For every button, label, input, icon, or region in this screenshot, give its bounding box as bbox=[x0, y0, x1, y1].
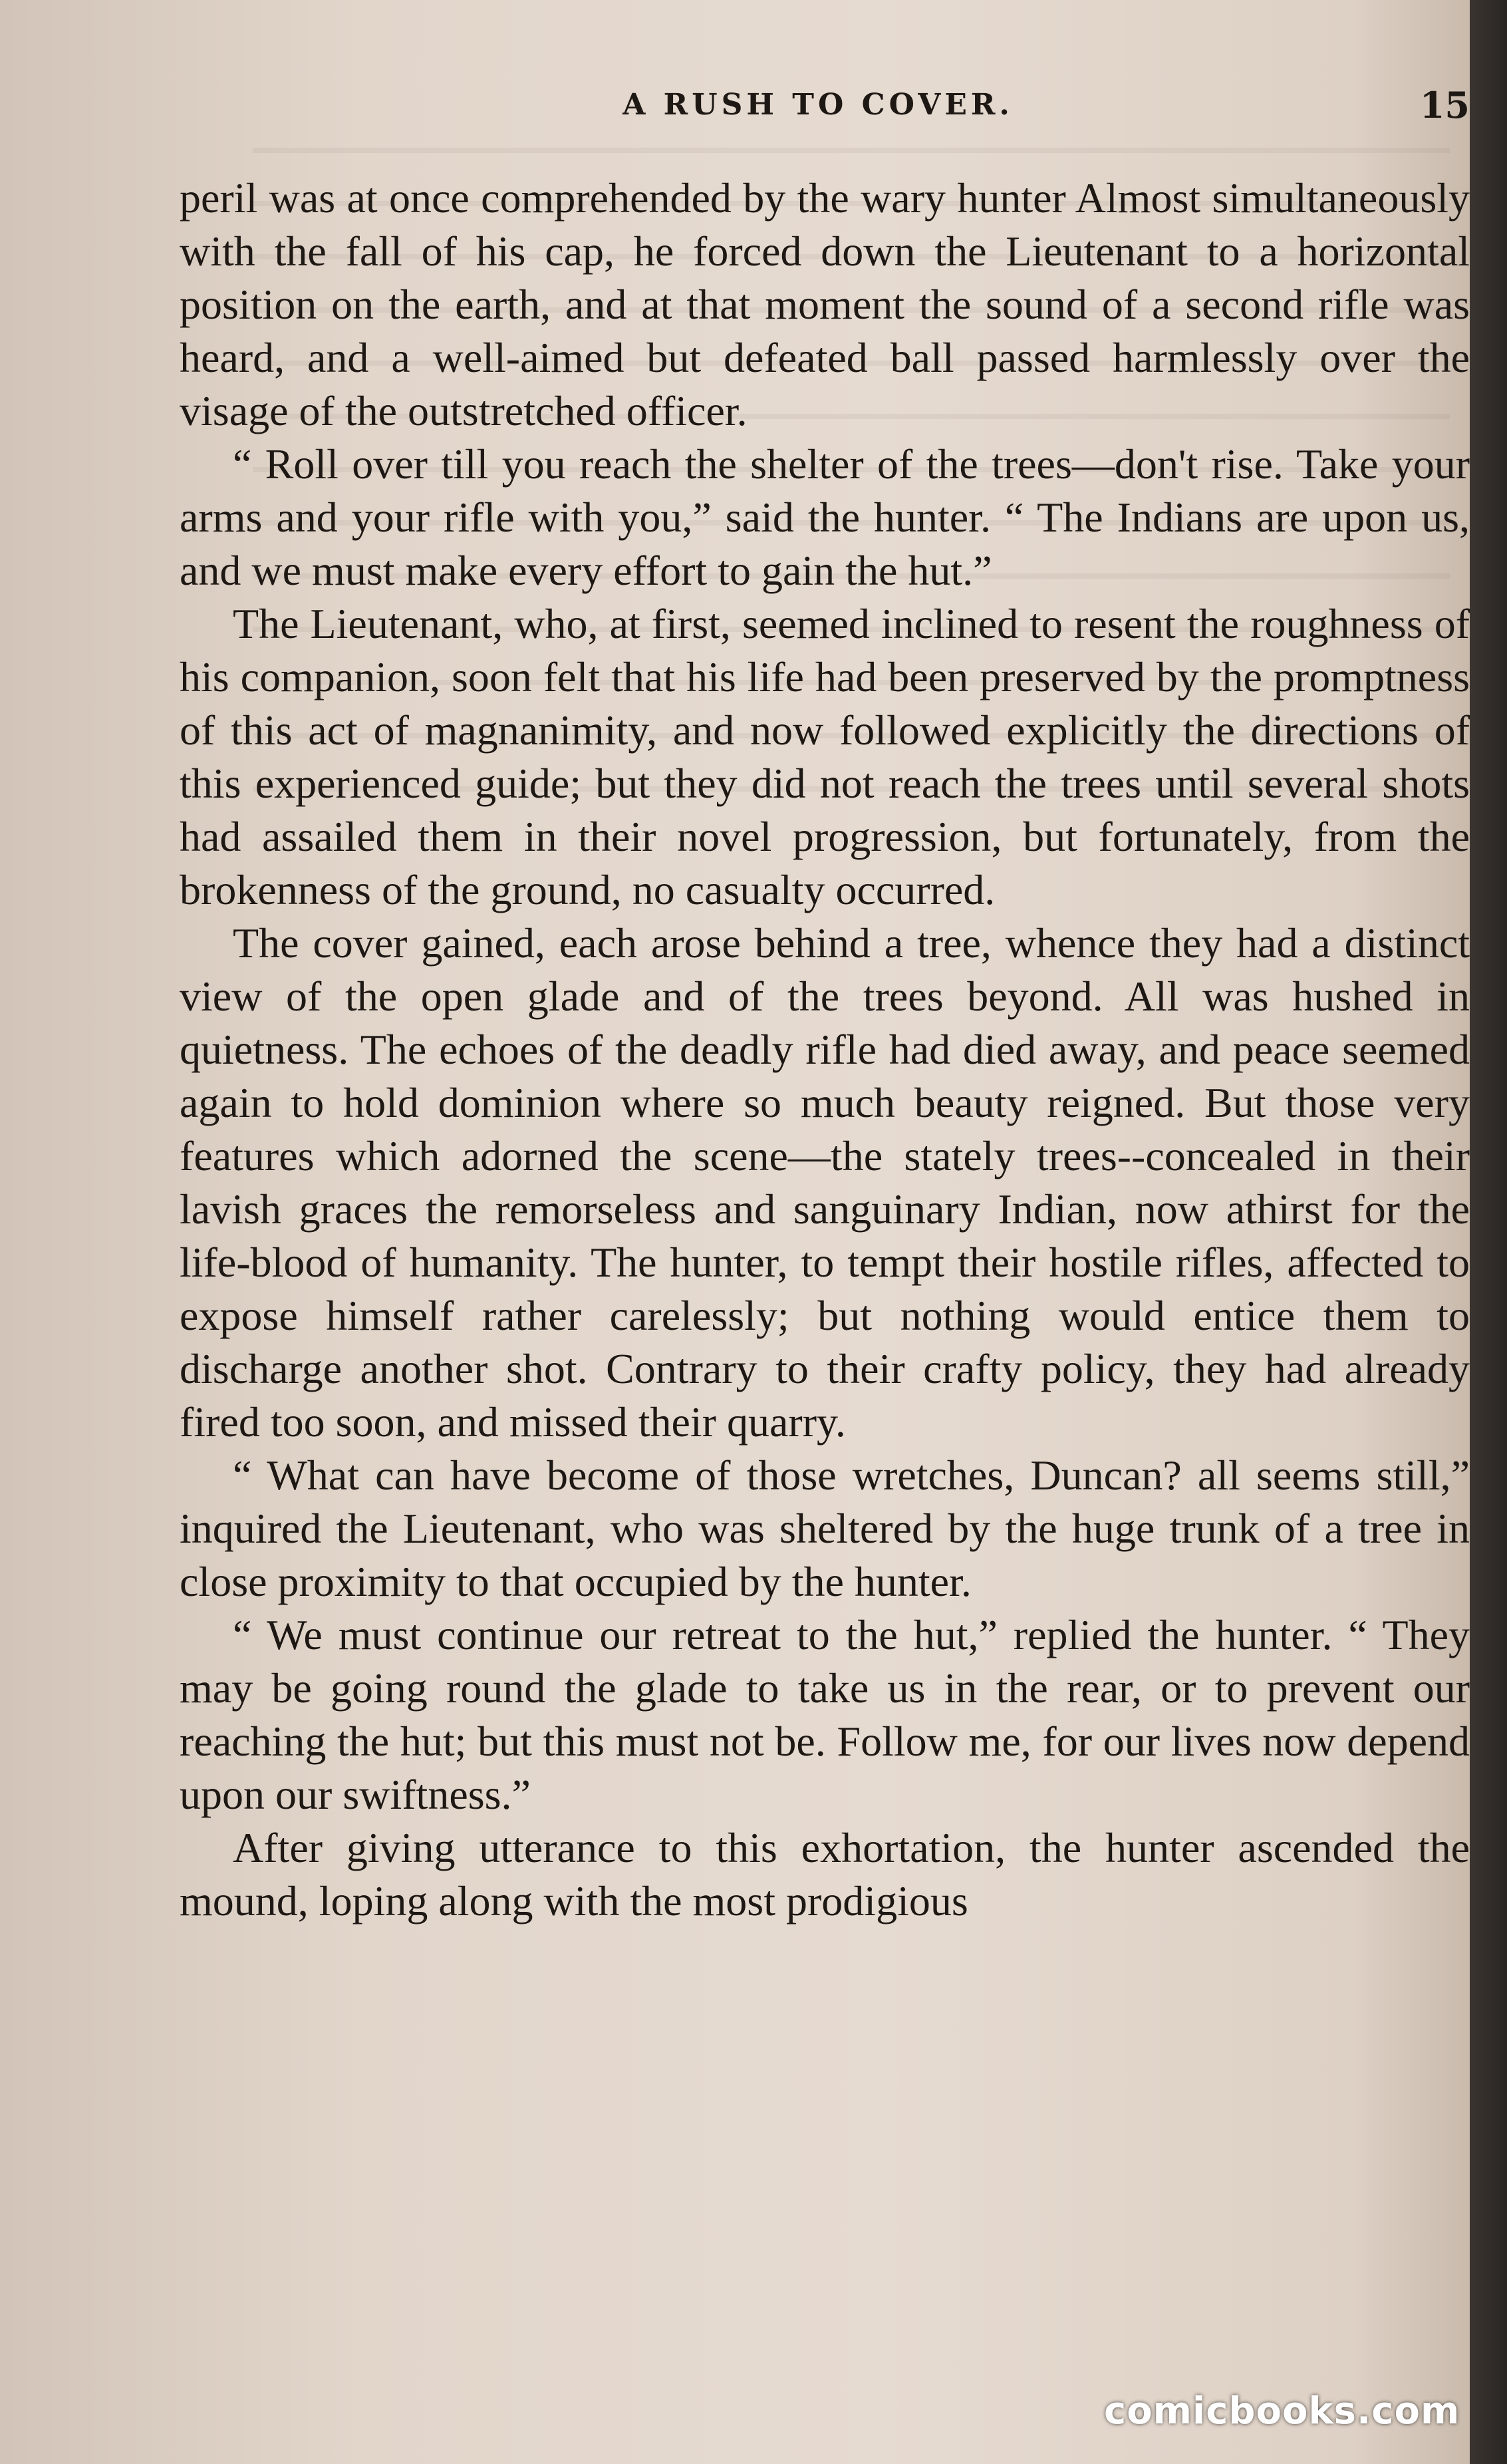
paragraph: “ What can have become of those wretches, Duncan? all seems still,” inquired the Lieutenant, who was sheltered by the huge trunk of a tree in close proximity to that occupied by the hunter. bbox=[180, 1452, 1470, 1605]
running-head: A RUSH TO COVER. bbox=[622, 88, 1014, 122]
paragraph: “ Roll over till you reach the shelter of the trees—don't rise. Take your arms and your rifle with you,” said the hunter. “ The Indians are upon us, and we must make every effort to gain the hut.” bbox=[180, 440, 1470, 594]
paragraph: “ We must continue our retreat to the hut,” replied the hunter. “ They may be going round the glade to take us in the rear, or to prevent our reaching the hut; but this must not be. Follow me, for our lives now depend upon our swiftness.” bbox=[180, 1611, 1470, 1818]
site-watermark: comicbooks.com bbox=[1104, 2389, 1460, 2433]
paragraph: peril was at once comprehended by the wary hunter Almost simultaneously with the fall of his cap, he forced down the Lieutenant to a horizontal position on the earth, and at that moment the sound of a second rifle was heard, and a well-aimed but defeated ball passed harmlessly over the visage of the outstretched officer. bbox=[180, 174, 1470, 434]
page-number: 15 bbox=[1419, 84, 1470, 126]
paragraph: The cover gained, each arose behind a tree, whence they had a distinct view of the open glade and of the trees beyond. All was hushed in quietness. The echoes of the deadly rifle had died away, and peace seemed again to hold dominion where so much beauty reigned. But those very features which adorned the scene—the stately trees--concealed in their lavish graces the remorseless and sanguinary Indian, now athirst for the life-blood of humanity. The hunter, to tempt their hostile rifles, affected to expose himself rather carelessly; but nothing would entice them to discharge another shot. Contrary to their crafty policy, they had already fired too soon, and missed their quarry. bbox=[180, 919, 1470, 1446]
page-header bbox=[0, 85, 1470, 125]
paragraph: After giving utterance to this exhortation, the hunter ascended the mound, loping along with the most prodigious bbox=[180, 1824, 1470, 1925]
page-edge-shadow bbox=[1470, 0, 1507, 2464]
paragraph: The Lieutenant, who, at first, seemed inclined to resent the roughness of his companion, soon felt that his life had been preserved by the promptness of this act of magnanimity, and now followed explicitly the directions of this experienced guide; but they did not reach the trees until several shots had assailed them in their novel progression, but fortunately, from the brokenness of the ground, no casualty occurred. bbox=[180, 600, 1470, 913]
body-text bbox=[180, 172, 1470, 1928]
